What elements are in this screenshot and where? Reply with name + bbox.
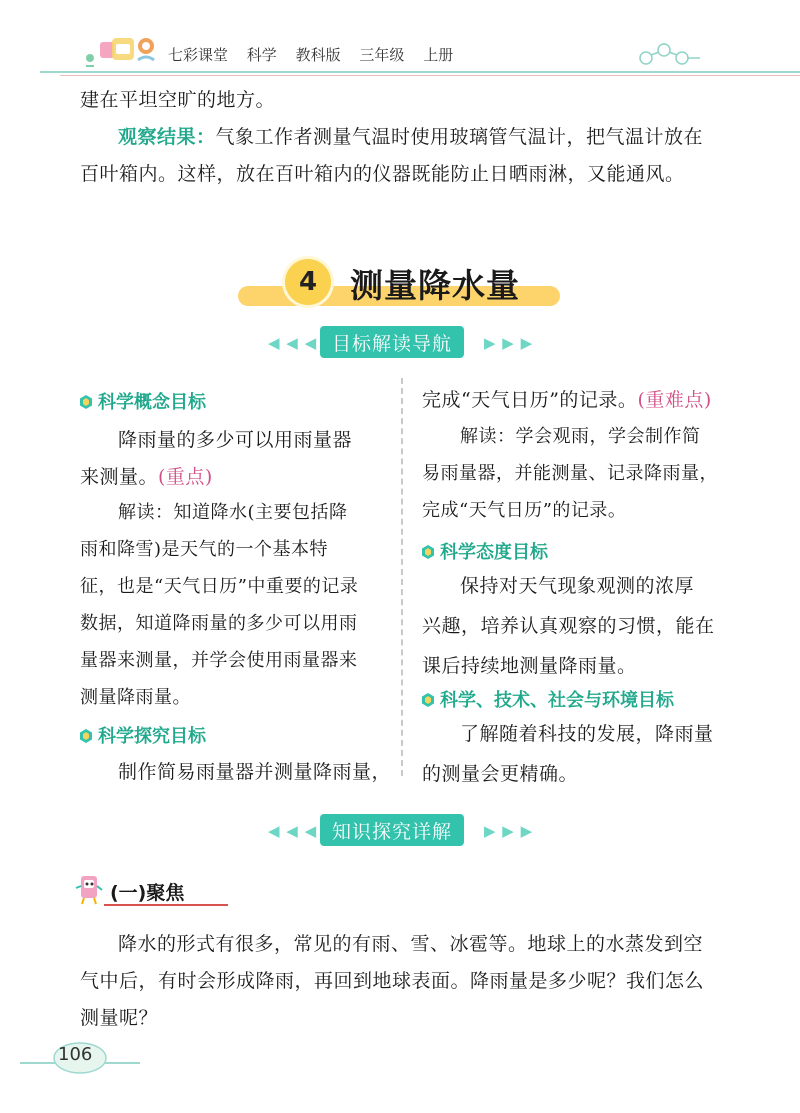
focus-line: 气中后，有时会形成降雨，再回到地球表面。降雨量是多少呢？我们怎么 — [80, 970, 705, 992]
inquiry-goal-cont — [422, 380, 712, 420]
focus-line: 降水的形式有很多，常见的有雨、雪、冰雹等。地球上的水蒸发到空 — [118, 933, 704, 955]
nav-arrows-left: ◀ ◀ ◀ — [268, 334, 318, 352]
attitude-line: 课后持续地测量降雨量。 — [422, 655, 637, 677]
result-label: 观察结果： — [118, 126, 216, 148]
key-point-tag: (重点) — [158, 466, 213, 488]
interp-line: 解读：知道降水(主要包括降 — [118, 502, 348, 523]
goal-nav-label: 目标解读导航 — [320, 326, 464, 358]
stse-line: 了解随着科技的发展，降雨量 — [460, 723, 714, 745]
nav-arrows-right: ▶ ▶ ▶ — [484, 822, 534, 840]
header-grade: 三年级 — [359, 46, 405, 64]
focus-underline — [104, 904, 228, 906]
result-text-2: 百叶箱内。这样，放在百叶箱内的仪器既能防止日晒雨淋，又能通风。 — [80, 163, 685, 185]
mascot-icon — [72, 872, 104, 906]
stse-goal-heading: 科学、技术、社会与环境目标 — [440, 690, 674, 711]
inquiry-goal-heading: 科学探究目标 — [98, 726, 206, 747]
concept-interpretation — [80, 494, 400, 716]
header-series: 七彩课堂 — [168, 46, 229, 64]
interp-line: 量器来测量，并学会使用雨量器来 — [80, 650, 358, 671]
goal-heading-stse — [420, 686, 674, 712]
attitude-line: 保持对天气现象观测的浓厚 — [460, 575, 695, 597]
goal-heading-concept — [78, 388, 206, 414]
attitude-line: 兴趣，培养认真观察的习惯，能在 — [422, 615, 715, 637]
interp-line: 解读：学会观雨，学会制作简 — [460, 426, 701, 447]
inquiry-goal-cont-text: 完成“天气日历”的记录。 — [422, 389, 638, 411]
attitude-goal-heading: 科学态度目标 — [440, 542, 548, 563]
nav-arrows-left: ◀ ◀ ◀ — [268, 822, 318, 840]
hexagon-icon — [420, 692, 436, 708]
inquiry-interpretation — [422, 418, 742, 529]
hexagon-icon — [420, 544, 436, 560]
hexagon-icon — [78, 728, 94, 744]
concept-goal-text-2a: 来测量。 — [80, 466, 159, 488]
concept-goal-heading: 科学概念目标 — [98, 392, 206, 413]
goal-heading-attitude — [420, 538, 548, 564]
section-title: 测量降水量 — [350, 266, 520, 305]
series-logo-icon — [80, 28, 170, 72]
section-number: 4 — [285, 259, 331, 305]
knowledge-nav-label: 知识探究详解 — [320, 814, 464, 846]
header-edition: 教科版 — [295, 46, 341, 64]
hexagon-icon — [78, 394, 94, 410]
interp-line: 数据，知道降雨量的多少可以用雨 — [80, 613, 358, 634]
header-volume: 上册 — [423, 46, 454, 64]
stse-line: 的测量会更精确。 — [422, 763, 579, 785]
column-divider — [401, 378, 403, 776]
concept-goal-text-2 — [80, 457, 213, 497]
inquiry-goal-text: 制作简易雨量器并测量降雨量， — [118, 761, 392, 783]
observation-result — [118, 117, 703, 157]
molecule-icon — [634, 40, 704, 70]
interp-line: 征，也是“天气日历”中重要的记录 — [80, 576, 359, 597]
header-subject: 科学 — [246, 46, 277, 64]
interp-line: 完成“天气日历”的记录。 — [422, 500, 627, 521]
result-text-1: 气象工作者测量气温时使用玻璃管气温计，把气温计放在 — [215, 126, 704, 148]
focus-line: 测量呢？ — [80, 1007, 159, 1029]
page-number: 106 — [58, 1044, 93, 1065]
stse-goal-text — [422, 714, 752, 794]
focus-paragraph — [80, 926, 760, 1037]
interp-line: 易雨量器，并能测量、记录降雨量， — [422, 463, 718, 484]
interp-line: 雨和降雪)是天气的一个基本特 — [80, 539, 329, 560]
attitude-goal-text — [422, 566, 752, 686]
interp-line: 测量降雨量。 — [80, 687, 191, 708]
header-rule-secondary — [60, 75, 800, 76]
goal-heading-inquiry — [78, 722, 206, 748]
header-text — [168, 44, 467, 65]
intro-line: 建在平坦空旷的地方。 — [80, 89, 276, 111]
nav-arrows-right: ▶ ▶ ▶ — [484, 334, 534, 352]
concept-goal-text-1: 降雨量的多少可以用雨量器 — [118, 429, 353, 451]
difficult-point-tag: (重难点) — [637, 389, 712, 411]
focus-heading: (一)聚焦 — [110, 882, 185, 904]
